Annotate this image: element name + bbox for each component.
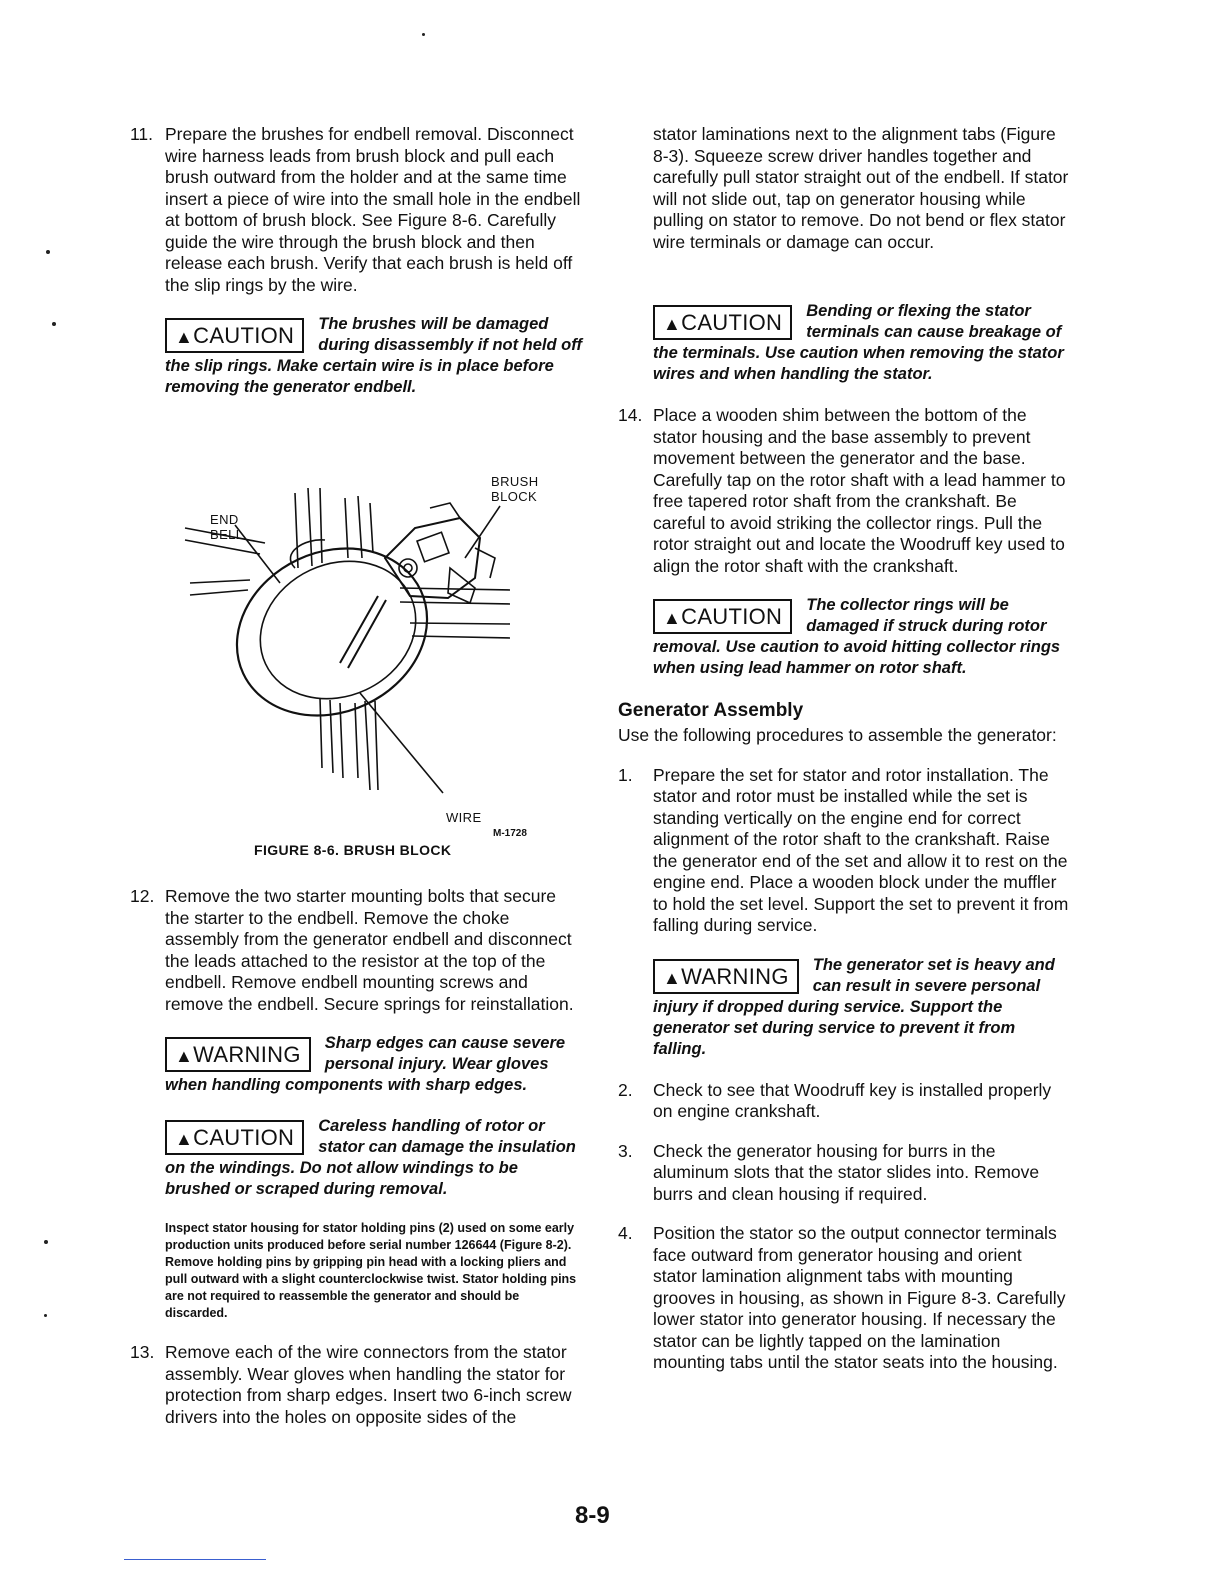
- step-text: Prepare the brushes for endbell removal. Disconnect wire harness leads from brush block and pull each brush outward from the holder and at the same time insert a piece of wire into the small hole in the endbell at bottom of brush block. See Figure 8-6. Carefully guide the wire through the brush block and then release each brush. Verify that each brush is held off the slip rings by the wire.: [165, 124, 581, 295]
- caution-label: CAUTION: [681, 310, 783, 335]
- warning-triangle-icon: ▲: [175, 327, 194, 347]
- figure-caption-block: [130, 828, 585, 868]
- warning-text: The generator set is heavy and can result in severe personal injury if dropped during service. Support the generator set during service to prevent it from falling.: [653, 955, 1055, 1058]
- stator-pin-note: Inspect stator housing for stator holding pins (2) used on some early production units produced before serial number 126644 (Figure 8-2). Remove holding pins by gripping pin head with a locking pliers and pull outward with a slight counterclockwise twist. Stator holding pins are not required to reassemble the generator and should be discarded.: [165, 1221, 577, 1320]
- scan-speck: [422, 33, 425, 36]
- step-text: Remove the two starter mounting bolts that secure the starter to the endbell. Remove the choke assembly from the generator endbell and disconnect the leads attached to the resistor at the top of the endbell. Remove endbell mounting screws and remove the endbell. Secure springs for reinstallation.: [165, 886, 574, 1014]
- step-2: [618, 1080, 1070, 1123]
- caution-notice-brushes: [165, 314, 585, 398]
- step-number: 11.: [130, 124, 154, 144]
- left-column: [130, 124, 585, 1446]
- label-end-bell: END BELL: [210, 512, 244, 542]
- step-11: [130, 124, 585, 296]
- step-text: Place a wooden shim between the bottom of the stator housing and the base assembly to prevent movement between the generator and the base. Carefully tap on the rotor shaft with a lead hammer to free tapered rotor shaft from the crankshaft. Be careful to avoid striking the collector rings. Pull the rotor straight out and locate the Woodruff key used to align the rotor shaft with the crankshaft.: [653, 405, 1066, 576]
- caution-text: Bending or flexing the stator terminals can cause breakage of the terminals. Use caution when removing the stator wires and when handling the stator.: [653, 302, 1064, 383]
- warning-triangle-icon: ▲: [663, 314, 682, 334]
- section-heading: Generator Assembly: [618, 700, 804, 721]
- caution-notice-collector-rings: [653, 595, 1070, 679]
- warning-badge: [165, 1037, 311, 1072]
- step-text: Position the stator so the output connector terminals face outward from generator housing and orient stator lamination alignment tabs with mounting grooves in housing, as shown in Figure 8-3. Carefully lower stator into generator housing. If necessary the stator can be lightly tapped on the lamination mounting tabs until the stator seats into the housing.: [653, 1223, 1066, 1372]
- step-text: Check to see that Woodruff key is installed properly on engine crankshaft.: [653, 1079, 1052, 1121]
- step-number: 14.: [618, 405, 643, 425]
- caution-text: Careless handling of rotor or stator can damage the insulation on the windings. Do not allow windings to be brushed or scraped during removal.: [165, 1117, 576, 1198]
- caution-badge: [653, 305, 792, 340]
- scan-speck: [44, 1240, 48, 1244]
- caution-badge: [653, 599, 792, 634]
- step-4: [618, 1223, 1070, 1374]
- caution-label: CAUTION: [193, 323, 295, 348]
- warning-triangle-icon: ▲: [175, 1046, 194, 1066]
- label-brush-block: BRUSH BLOCK: [491, 474, 539, 504]
- step-number: 4.: [618, 1223, 633, 1243]
- figure-brush-block: [130, 418, 585, 828]
- scan-speck: [44, 1314, 47, 1317]
- step-13: [130, 1342, 585, 1428]
- step-13-continued: stator laminations next to the alignment tabs (Figure 8-3). Squeeze screw driver handles together and carefully pull stator straight out of the endbell. If stator will not slide out, tap on generator housing while pulling on stator to remove. Do not bend or flex stator wire terminals or damage can occur.: [653, 124, 1069, 252]
- caution-label: CAUTION: [681, 604, 783, 629]
- scan-speck: [52, 322, 56, 326]
- step-12: [130, 886, 585, 1015]
- caution-notice-stator-terminals: [653, 301, 1070, 385]
- step-text: Check the generator housing for burrs in the aluminum slots that the stator slides into. Remove burrs and clean housing if required.: [653, 1140, 1040, 1204]
- warning-notice-heavy-set: [653, 955, 1070, 1060]
- page-number: 8-9: [575, 1502, 610, 1529]
- warning-label: WARNING: [681, 963, 789, 989]
- step-text: Prepare the set for stator and rotor installation. The stator and rotor must be installed while the set is standing vertically on the engine end for correct alignment of the rotor shaft to the crankshaft. Raise the generator end of the set and allow it to rest on the engine end. Place a wooden block under the muffler to hold the set level. Support the set to prevent it from falling during service.: [653, 764, 1069, 935]
- figure-code: M-1728: [493, 828, 527, 839]
- right-column: [618, 124, 1070, 1392]
- warning-notice-sharp-edges: [165, 1033, 585, 1096]
- warning-text: Sharp edges can cause severe personal injury. Wear gloves when handling components with sharp edges.: [165, 1034, 566, 1094]
- step-text: Remove each of the wire connectors from the stator assembly. Wear gloves when handling the stator for protection from sharp edges. Insert two 6-inch screw drivers into the holes on opposite sides of the: [165, 1342, 572, 1427]
- figure-caption: FIGURE 8-6. BRUSH BLOCK: [254, 842, 452, 858]
- caution-badge: [165, 1120, 304, 1155]
- step-number: 12.: [130, 886, 155, 906]
- step-number: 1.: [618, 764, 633, 785]
- warning-triangle-icon: ▲: [175, 1129, 194, 1149]
- step-number: 3.: [618, 1140, 633, 1161]
- caution-text: The brushes will be damaged during disassembly if not held off the slip rings. Make certain wire is in place before removing the generator endbell.: [165, 315, 582, 396]
- caution-label: CAUTION: [193, 1125, 295, 1150]
- step-1: [618, 765, 1070, 937]
- warning-badge: [653, 959, 799, 994]
- caution-badge: [165, 318, 304, 353]
- label-wire: WIRE: [446, 810, 482, 825]
- section-intro: Use the following procedures to assemble the generator:: [618, 725, 1057, 745]
- scan-speck: [46, 250, 50, 254]
- caution-notice-windings: [165, 1116, 585, 1200]
- warning-label: WARNING: [193, 1042, 301, 1067]
- footer-rule: [124, 1559, 266, 1560]
- step-number: 2.: [618, 1079, 633, 1100]
- warning-triangle-icon: ▲: [663, 967, 682, 988]
- step-number: 13.: [130, 1342, 155, 1362]
- step-3: [618, 1141, 1070, 1206]
- warning-triangle-icon: ▲: [663, 608, 682, 628]
- caution-text: The collector rings will be damaged if struck during rotor removal. Use caution to avoid hitting collector rings when using lead hammer on rotor shaft.: [653, 596, 1061, 677]
- step-14: [618, 405, 1070, 577]
